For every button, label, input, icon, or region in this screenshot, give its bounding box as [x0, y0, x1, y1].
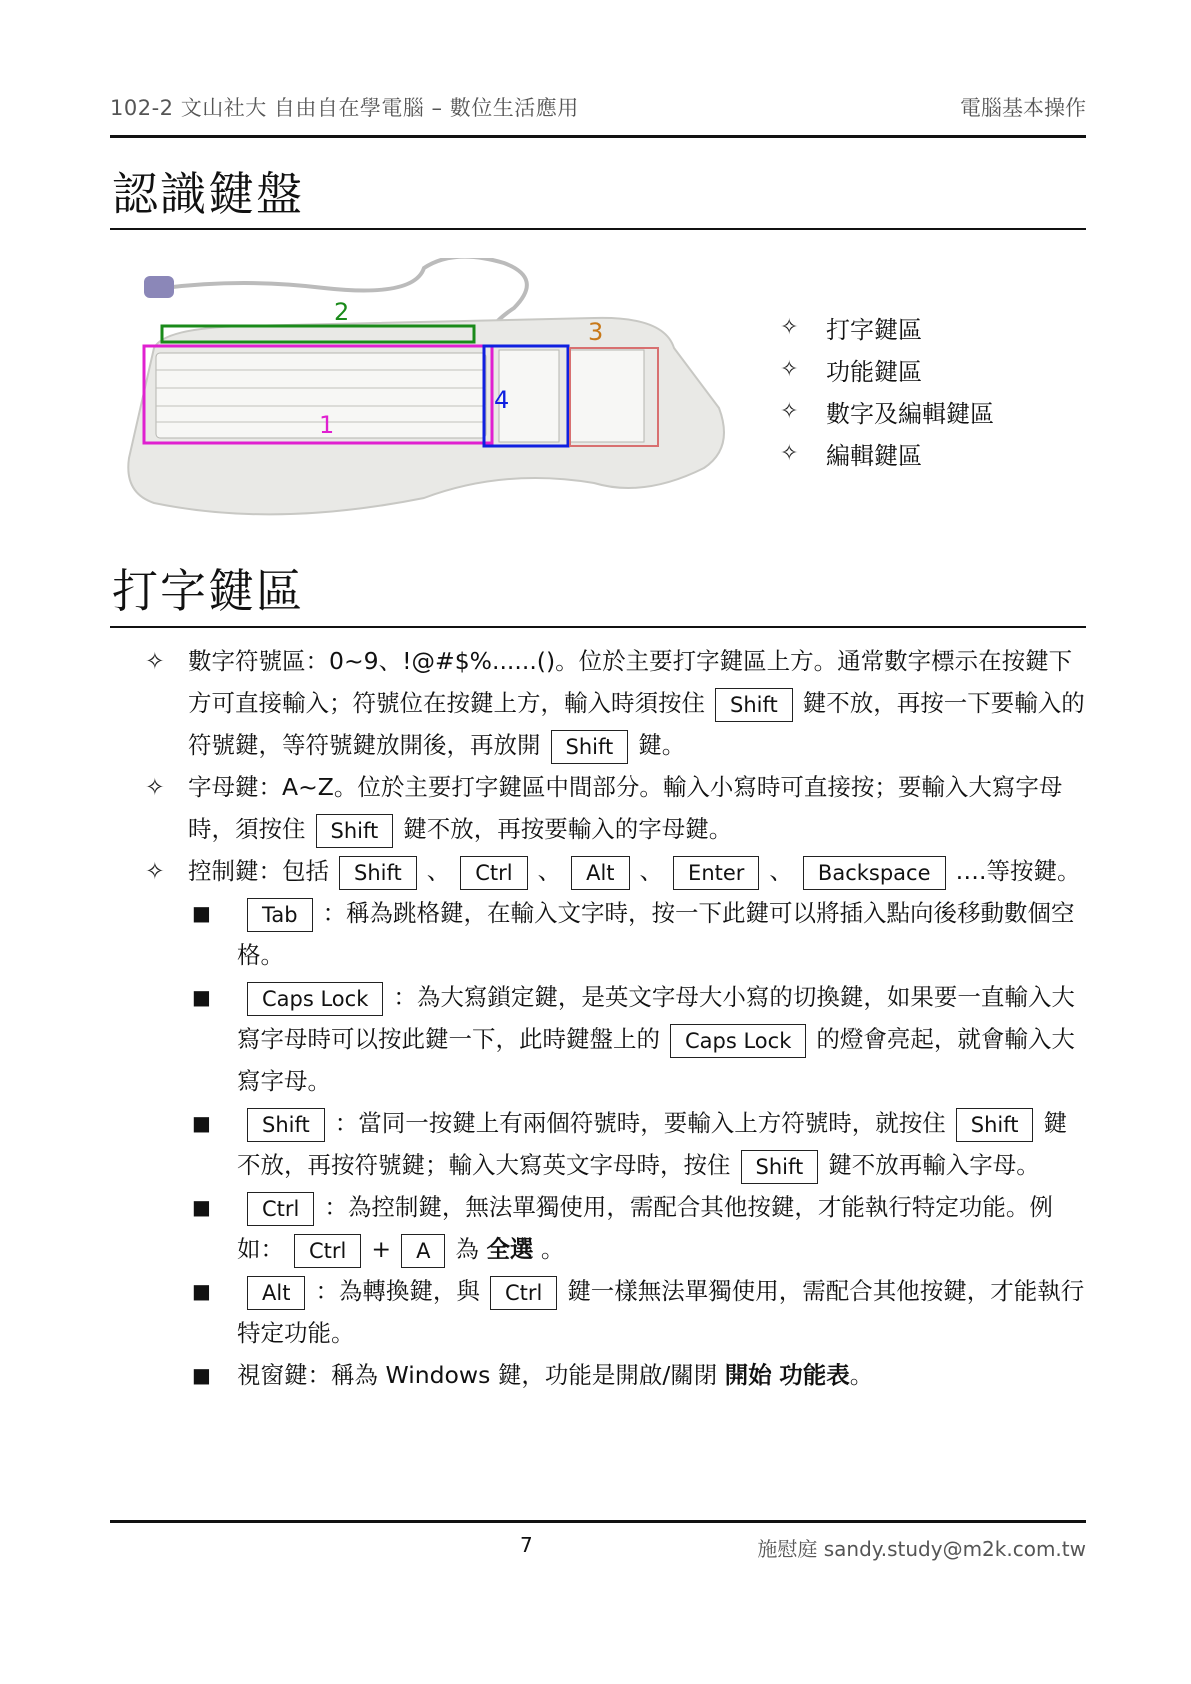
diamond-bullet-icon: ✧ [780, 440, 799, 466]
item-ctrl [145, 1186, 1087, 1270]
numpad-keys [569, 350, 644, 442]
diamond-bullet-icon: ✧ [145, 773, 165, 801]
key-alt: Alt [247, 1276, 305, 1310]
square-bullet-icon: ■ [192, 1195, 211, 1219]
para-control [145, 850, 1087, 892]
header-course-title: 102-2 文山社大 自由自在學電腦 – 數位生活應用 [110, 96, 579, 120]
start-term: 開始 [724, 1361, 772, 1389]
diamond-bullet-icon: ✧ [780, 398, 799, 424]
diamond-bullet-icon: ✧ [780, 314, 799, 340]
key-shift: Shift [316, 814, 394, 848]
text: 控制鍵：包括 [188, 857, 329, 885]
square-bullet-icon: ■ [192, 1111, 211, 1135]
square-bullet-icon: ■ [192, 985, 211, 1009]
text: 鍵一樣無法單獨使用，需配合其他按鍵，才能執行特定功能。 [237, 1277, 1085, 1347]
key-shift: Shift [339, 856, 417, 890]
item-caps-lock [145, 976, 1087, 1102]
keyboard-image [124, 258, 734, 543]
text: 鍵不放，再按符號鍵；輸入大寫英文字母時，按住 [237, 1109, 1067, 1179]
legend-item [780, 432, 994, 474]
text: 字母鍵：A~Z。位於主要打字鍵區中間部分。輸入小寫時可直接按；要輸入大寫字母時，須按住 [188, 773, 1063, 843]
separator: 、 [769, 857, 793, 885]
select-all-term: 全選 [486, 1235, 534, 1263]
key-ctrl: Ctrl [294, 1234, 361, 1268]
key-caps-lock: Caps Lock [670, 1024, 806, 1058]
author-contact: 施慰庭 sandy.study@m2k.com.tw [757, 1537, 1086, 1561]
menu-term: 功能表 [779, 1361, 850, 1389]
key-tab: Tab [247, 898, 313, 932]
text: 鍵不放，再按要輸入的字母鍵。 [403, 815, 733, 843]
keyboard-illustration [124, 258, 734, 543]
key-ctrl: Ctrl [247, 1192, 314, 1226]
text: 鍵不放，再按一下要輸入的符號鍵，等符號鍵放開後，再放開 [188, 689, 1085, 759]
typing-content [145, 640, 1087, 1396]
key-backspace: Backspace [803, 856, 946, 890]
text: 。 [540, 1235, 565, 1263]
ps2-plug [144, 276, 174, 298]
section-title-keyboard: 認識鍵盤 [112, 167, 304, 221]
key-ctrl: Ctrl [460, 856, 527, 890]
legend-item [780, 348, 994, 390]
zone-1-label: 1 [319, 411, 335, 439]
text: ….等按鍵。 [955, 857, 1081, 885]
item-alt [145, 1270, 1087, 1354]
section-title-typing: 打字鍵區 [112, 564, 304, 618]
keyboard-legend [780, 306, 994, 474]
header-chapter-title: 電腦基本操作 [960, 96, 1086, 120]
key-shift: Shift [247, 1108, 325, 1142]
legend-label: 功能鍵區 [826, 357, 922, 386]
page-number: 7 [520, 1533, 533, 1557]
legend-item [780, 390, 994, 432]
diamond-bullet-icon: ✧ [145, 647, 165, 675]
legend-label: 打字鍵區 [826, 315, 922, 344]
text: 。 [849, 1361, 874, 1389]
page-header [110, 88, 1086, 122]
key-alt: Alt [571, 856, 629, 890]
square-bullet-icon: ■ [192, 1279, 211, 1303]
legend-label: 數字及編輯鍵區 [826, 399, 994, 428]
item-shift [145, 1102, 1087, 1186]
para-letters [145, 766, 1087, 850]
key-shift: Shift [956, 1108, 1034, 1142]
legend-label: 編輯鍵區 [826, 441, 922, 470]
item-windows-key [145, 1354, 1087, 1396]
separator: 、 [537, 857, 562, 885]
text: 鍵不放再輸入字母。 [828, 1151, 1040, 1179]
item-tab [145, 892, 1087, 976]
legend-item [780, 306, 994, 348]
zone-4-label: 4 [494, 386, 510, 414]
key-shift: Shift [741, 1150, 819, 1184]
key-a: A [401, 1234, 445, 1268]
text: ：為轉換鍵，與 [315, 1277, 480, 1305]
key-shift: Shift [551, 730, 629, 764]
text: 數字符號區：0~9、!@#$%......()。位於主要打字鍵區上方。通常數字標示在按鍵下方可直接輸入；符號位在按鍵上方，輸入時須按住 [188, 647, 1073, 717]
key-caps-lock: Caps Lock [247, 982, 383, 1016]
text: 鍵。 [638, 731, 686, 759]
key-enter: Enter [673, 856, 759, 890]
text: 為 [455, 1235, 479, 1263]
key-shift: Shift [715, 688, 793, 722]
text: 視窗鍵：稱為 Windows 鍵，功能是開啟/關閉 [237, 1361, 718, 1389]
diamond-bullet-icon: ✧ [780, 356, 799, 382]
text: ：為大寫鎖定鍵，是英文字母大小寫的切換鍵，如果要一直輸入大寫字母時可以按此鍵一下，此時鍵盤上的 [237, 983, 1075, 1053]
para-numbers [145, 640, 1087, 766]
text: ：當同一按鍵上有兩個符號時，要輸入上方符號時，就按住 [334, 1109, 946, 1137]
zone-3-label: 3 [588, 318, 604, 346]
text: ：稱為跳格鍵，在輸入文字時，按一下此鍵可以將插入點向後移動數個空格。 [237, 899, 1075, 969]
text: ：為控制鍵，無法單獨使用，需配合其他按鍵，才能執行特定功能。例如： [237, 1193, 1053, 1263]
section-rule [110, 626, 1086, 628]
text: 的燈會亮起，就會輸入大寫字母。 [237, 1025, 1075, 1095]
footer-rule [110, 1520, 1086, 1523]
section-rule [110, 228, 1086, 230]
zone-2-label: 2 [334, 298, 350, 326]
plus-sign: + [371, 1235, 392, 1263]
key-ctrl: Ctrl [490, 1276, 557, 1310]
square-bullet-icon: ■ [192, 1363, 211, 1387]
diamond-bullet-icon: ✧ [145, 857, 165, 885]
square-bullet-icon: ■ [192, 901, 211, 925]
header-rule [110, 135, 1086, 138]
separator: 、 [426, 857, 451, 885]
separator: 、 [639, 857, 664, 885]
